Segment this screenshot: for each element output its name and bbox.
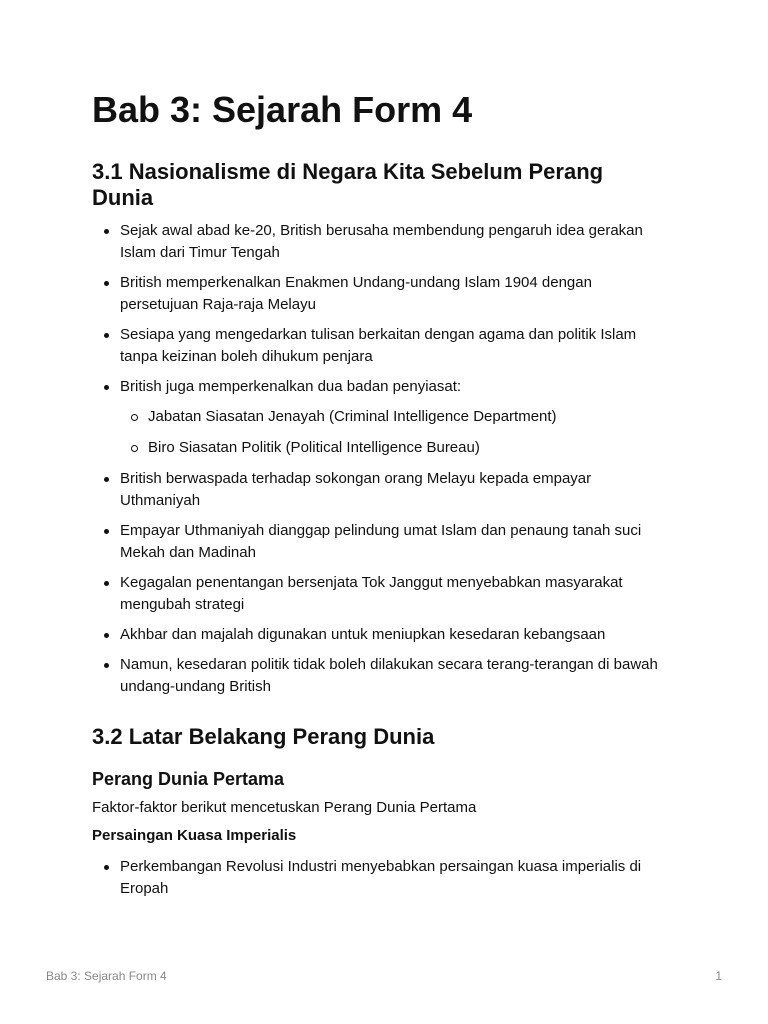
list-item: Namun, kesedaran politik tidak boleh dilakukan secara terang-terangan di bawah undang-undang British (92, 654, 667, 698)
sub-list-item: Biro Siasatan Politik (Political Intelligence Bureau) (120, 437, 667, 459)
minor-heading: Persaingan Kuasa Imperialis (92, 827, 297, 844)
list-item: British berwaspada terhadap sokongan orang Melayu kepada empayar Uthmaniyah (92, 468, 667, 512)
list-item: Kegagalan penentangan bersenjata Tok Janggut menyebabkan masyarakat mengubah strategi (92, 572, 667, 616)
list-item: Sesiapa yang mengedarkan tulisan berkaitan dengan agama dan politik Islam tanpa keizinan boleh dihukum penjara (92, 324, 667, 368)
list-item: Empayar Uthmaniyah dianggap pelindung umat Islam dan penaung tanah suci Mekah dan Madinah (92, 520, 667, 564)
sub-list (120, 406, 667, 459)
list-item: British memperkenalkan Enakmen Undang-undang Islam 1904 dengan persetujuan Raja-raja Melayu (92, 272, 667, 316)
document-title: Bab 3: Sejarah Form 4 (92, 89, 473, 130)
list-item: Perkembangan Revolusi Industri menyebabkan persaingan kuasa imperialis di Eropah (92, 856, 667, 900)
subsection-heading: Perang Dunia Pertama (92, 769, 285, 789)
section-heading-3-2: 3.2 Latar Belakang Perang Dunia (92, 724, 435, 749)
list-item (92, 376, 667, 459)
section-3-2-list (92, 856, 667, 908)
section-heading-3-1: 3.1 Nasionalisme di Negara Kita Sebelum Perang Dunia (92, 159, 604, 210)
list-item-text: British juga memperkenalkan dua badan penyiasat: (120, 378, 462, 395)
section-3-1-list (92, 220, 667, 706)
intro-paragraph: Faktor-faktor berikut mencetuskan Perang Dunia Pertama (92, 799, 477, 816)
list-item: Sejak awal abad ke-20, British berusaha membendung pengaruh idea gerakan Islam dari Timur Tengah (92, 220, 667, 264)
footer-title: Bab 3: Sejarah Form 4 (46, 969, 167, 983)
list-item: Akhbar dan majalah digunakan untuk meniupkan kesedaran kebangsaan (92, 624, 667, 646)
sub-list-item: Jabatan Siasatan Jenayah (Criminal Intelligence Department) (120, 406, 667, 428)
page-number: 1 (715, 969, 722, 983)
